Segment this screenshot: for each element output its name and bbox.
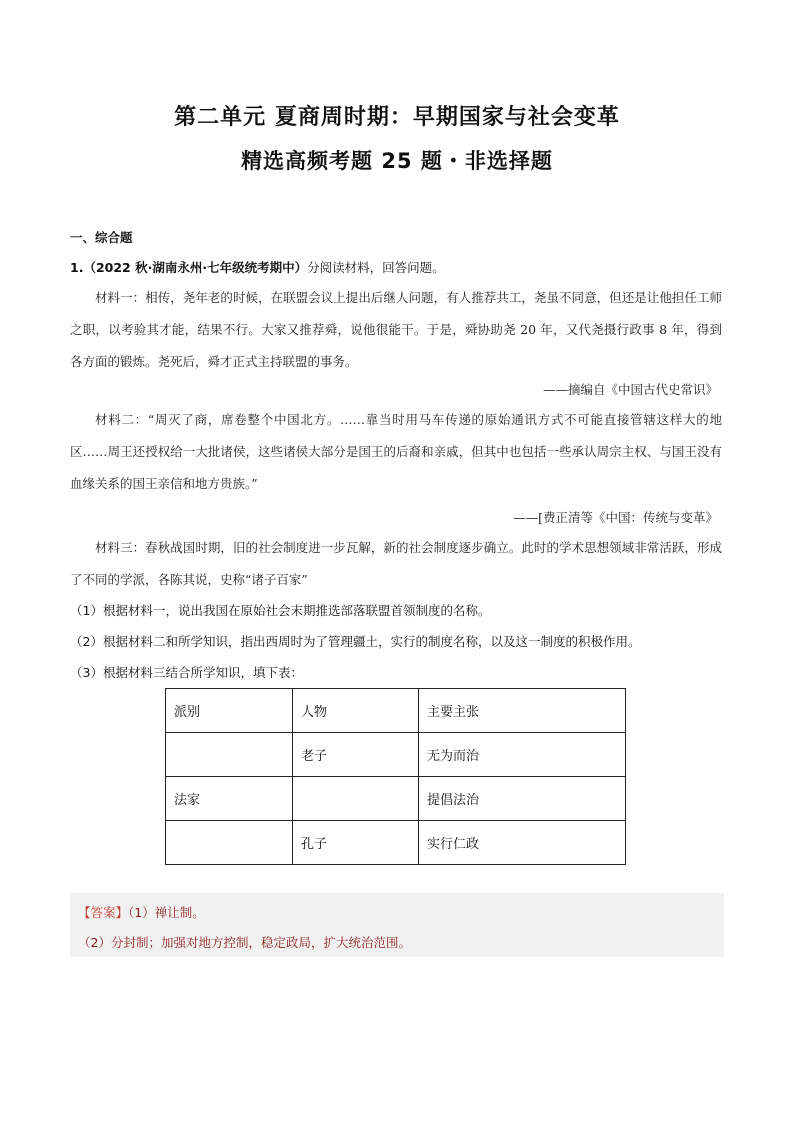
question-prompt: 分阅读材料，回答问题。 [307, 260, 445, 275]
table-row [166, 821, 626, 865]
answer-tag: 【答案】 [78, 905, 129, 920]
table-header-cell: 派别 [166, 689, 293, 733]
material-1: 材料一：相传，尧年老的时候，在联盟会议上提出后继人问题，有人推荐共工，尧虽不同意，但还是让他担任工师之职，以考验其才能，结果不行。大家又推荐舜，说他很能干。于是，舜协助尧 20 年，又代尧摄行政事 8 年，得到各方面的锻炼。尧死后，舜才正式主持联盟的事务。 [70, 290, 722, 369]
table-cell: 孔子 [293, 821, 419, 865]
page-title: 第二单元 夏商周时期：早期国家与社会变革 [174, 105, 620, 130]
material-2: 材料二：“周灭了商，席卷整个中国北方。……靠当时用马车传递的原始通讯方式不可能直接管辖这样大的地区……周王还授权给一大批诸侯，这些诸侯大部分是国王的后裔和亲戚，但其中也包括一些承认周宗主权、与国王没有血缘关系的国王亲信和地方贵族。” [70, 412, 722, 491]
page-subtitle: 精选高频考题 25 题・非选择题 [241, 149, 553, 173]
table-cell: 实行仁政 [419, 821, 626, 865]
schools-table [165, 688, 626, 865]
table-cell: 无为而治 [419, 733, 626, 777]
material-1-citation: ——摘编自《中国古代史常识》 [542, 382, 718, 397]
table-cell [166, 733, 293, 777]
answer-text-1: （1）禅让制。 [128, 905, 205, 920]
answer-line-2: （2）分封制；加强对地方控制，稳定政局，扩大统治范围。 [78, 935, 411, 950]
subquestion-3: （3）根据材料三结合所学知识，填下表： [70, 665, 303, 680]
subquestion-1: （1）根据材料一，说出我国在原始社会末期推选部落联盟首领制度的名称。 [70, 603, 491, 618]
subquestion-2: （2）根据材料二和所学知识，指出西周时为了管理疆土，实行的制度名称，以及这一制度的积极作用。 [70, 634, 641, 649]
answer-box [70, 893, 724, 957]
question-number: 1. [70, 260, 84, 275]
table-cell [293, 777, 419, 821]
table-cell: 老子 [293, 733, 419, 777]
table-header-row [166, 689, 626, 733]
material-3: 材料三：春秋战国时期，旧的社会制度进一步瓦解，新的社会制度逐步确立。此时的学术思想领域非常活跃，形成了不同的学派，各陈其说，史称“诸子百家” [70, 540, 722, 587]
table-row [166, 777, 626, 821]
table-cell: 提倡法治 [419, 777, 626, 821]
question-source: （2022 秋·湖南永州·七年级统考期中） [83, 260, 308, 275]
question-stem [70, 258, 445, 276]
answer-line-1 [78, 903, 205, 921]
table-header-cell: 主要主张 [419, 689, 626, 733]
material-2-citation: ——[费正清等《中国：传统与变革》 [513, 510, 718, 525]
section-heading: 一、综合题 [70, 230, 133, 245]
table-header-cell: 人物 [293, 689, 419, 733]
table-cell [166, 821, 293, 865]
table-cell: 法家 [166, 777, 293, 821]
table-row [166, 733, 626, 777]
